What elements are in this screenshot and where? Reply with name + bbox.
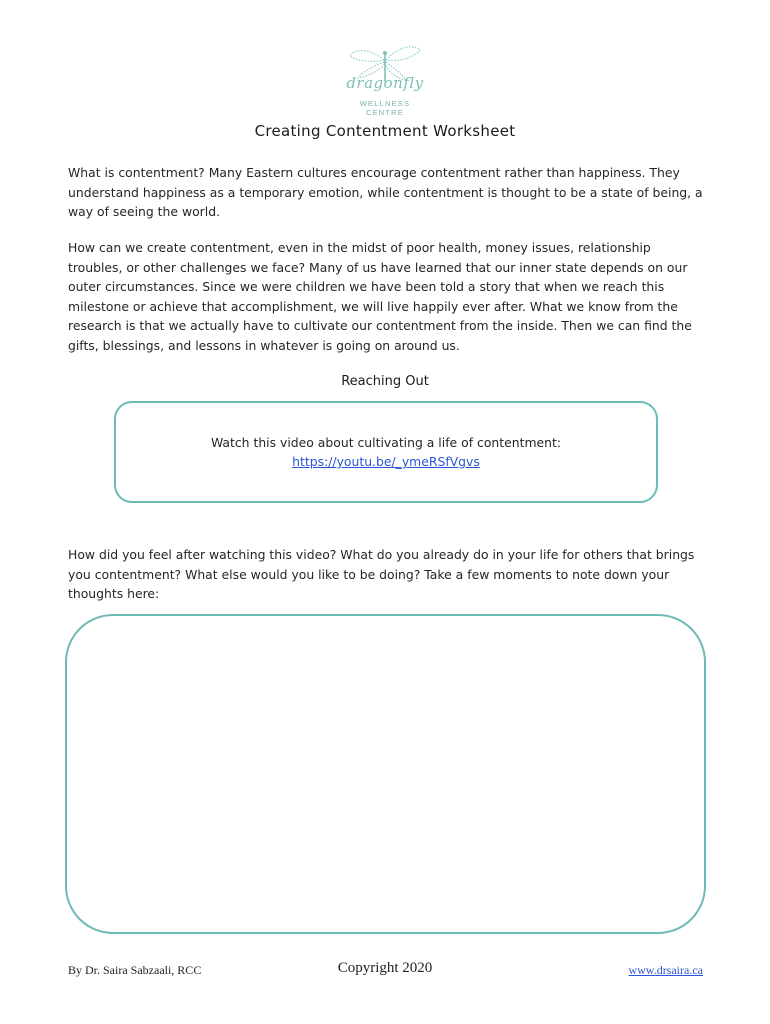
logo-wordmark: dragonfly — [346, 74, 424, 92]
footer-copyright: Copyright 2020 — [337, 960, 433, 976]
reflection-prompt: How did you feel after watching this video? What do you already do in your life for others that brings you contentment? What else would you like to be doing? Take a few moments to note down your thoughts here: — [68, 547, 695, 601]
video-box — [114, 401, 658, 503]
footer-website-link[interactable]: www.drsaira.ca — [628, 963, 703, 977]
video-link[interactable]: https://youtu.be/_ymeRSfVgvs — [292, 454, 480, 469]
intro-paragraph-2: How can we create contentment, even in the midst of poor health, money issues, relationship troubles, or other challenges we face? Many of us have learned that our inner state depends on our outer circumstances. Since we were children we have been told a story that when we reach this milestone or achieve that accomplishment, we will live happily ever after. What we know from the research is that we actually have to cultivate our contentment from the inside. Then we can find the gifts, blessings, and lessons in whatever is going on around us. — [68, 240, 692, 353]
video-instruction: Watch this video about cultivating a life of contentment: — [210, 435, 562, 450]
notes-area[interactable] — [65, 614, 706, 934]
intro-paragraph-1: What is contentment? Many Eastern cultures encourage contentment rather than happiness. They understand happiness as a temporary emotion, while contentment is thought to be a state of being, a way of seeing the world. — [68, 165, 703, 219]
dragonfly-logo — [340, 44, 430, 117]
footer-author: By Dr. Saira Sabzaali, RCC — [68, 963, 202, 977]
section-title: Reaching Out — [341, 374, 429, 389]
page-title: Creating Contentment Worksheet — [254, 122, 516, 140]
logo-subtitle: WELLNESS CENTRE — [359, 99, 411, 117]
